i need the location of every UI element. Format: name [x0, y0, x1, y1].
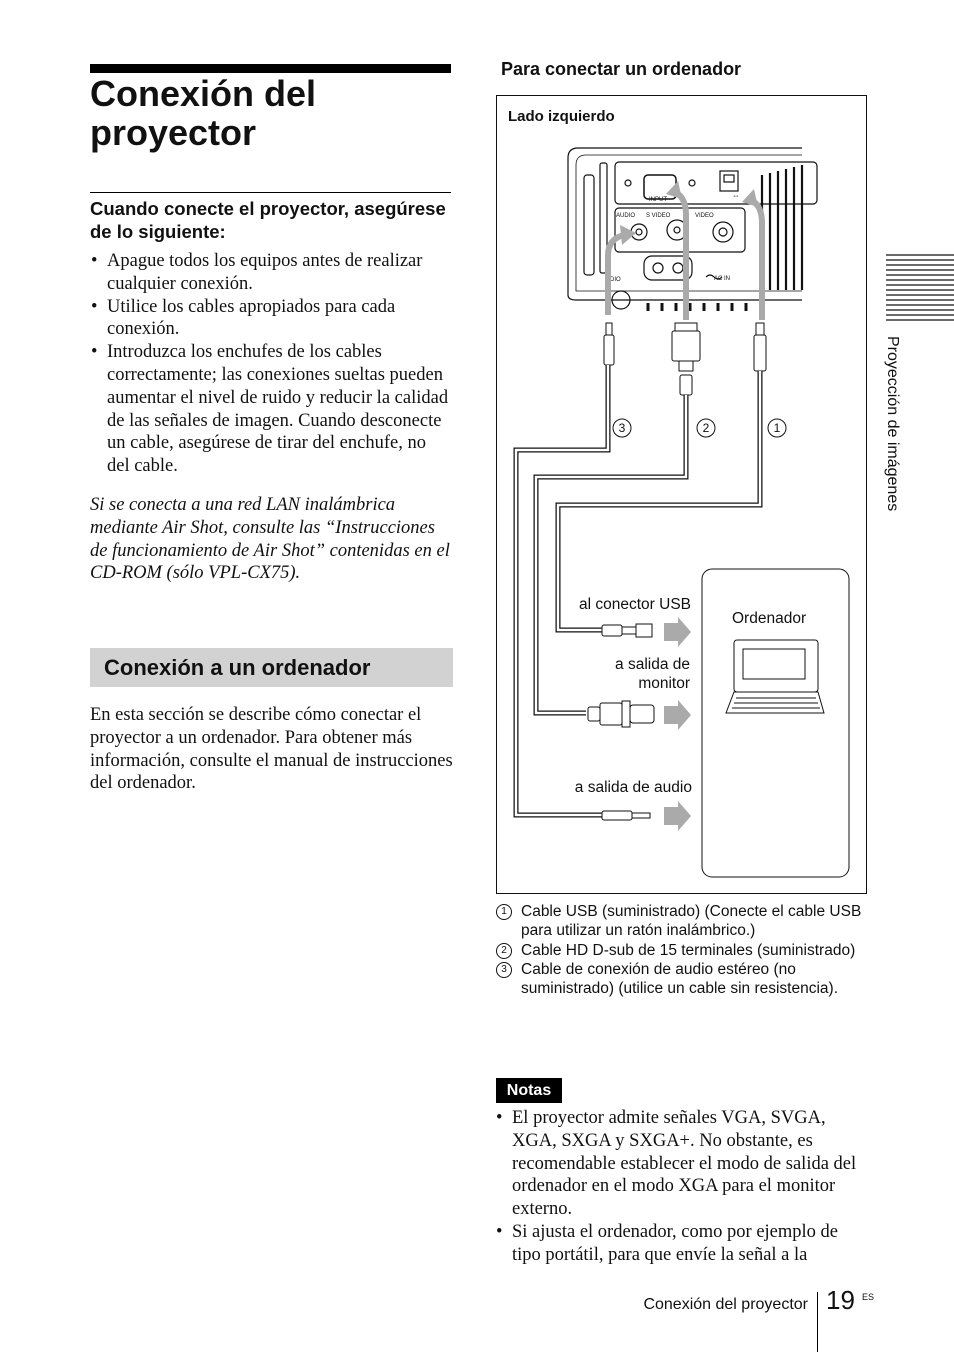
diagram-title: Para conectar un ordenador [501, 59, 742, 79]
usb-connector-body [602, 625, 622, 636]
input-port-label: INPUT [649, 197, 667, 203]
legend-text: Cable HD D-sub de 15 terminales (suministrado) [521, 941, 856, 959]
connector-arrows [664, 617, 691, 831]
subheading-rule [90, 192, 451, 193]
vga-connector-body [600, 703, 622, 725]
usb-port-label: ⇔ [732, 191, 740, 200]
usb-plug-tip [756, 323, 764, 335]
list-item: • Utilice los cables apropiados para cada conexión. [90, 296, 452, 342]
precautions-list [90, 250, 452, 478]
laptop-icon [726, 640, 824, 713]
computer-label: Ordenador [732, 610, 807, 627]
audio-output-label: a salida de audio [574, 779, 692, 796]
connection-diagram [496, 95, 867, 894]
legend-number: 1 [496, 904, 512, 920]
list-item: • Introduzca los enchufes de los cables correctamente; las conexiones sueltas pueden aumentar el nivel de ruido y reducir la calidad de las señales de imagen. Cuando desconecte un cable, asegúrese de tirar del enchufe, no del cable. [90, 341, 452, 478]
side-tab-label: Proyección de imágenes [884, 336, 901, 512]
side-label: Lado izquierdo [508, 108, 615, 125]
usb-plug [754, 335, 766, 371]
audio-plug [604, 335, 614, 365]
ac-in-label: AC IN [714, 276, 731, 282]
insertion-arrows [608, 191, 762, 320]
monitor-output-label: a salida de monitor [615, 656, 690, 692]
legend-number: 2 [496, 943, 512, 959]
subheading: Cuando conecte el proyector, asegúrese de lo siguiente: [90, 198, 446, 242]
section-body: En esta sección se describe cómo conectar el proyector a un ordenador. Para obtener más información, consulte el manual de instrucciones del ordenador. [90, 705, 453, 794]
title-rule [90, 64, 451, 73]
side-tab-lines [886, 253, 954, 321]
page-title: Conexión del proyector [90, 73, 317, 153]
callout-2-num: 2 [702, 421, 710, 435]
legend-text: Cable de conexión de audio estéreo (no suministrado) (utilice un cable sin resistencia). [521, 960, 839, 998]
video-port-label: VIDEO [695, 213, 714, 219]
vga-plug [672, 331, 700, 361]
usb-connector-label: al conector USB [579, 596, 691, 613]
callout-3-num: 3 [618, 421, 626, 435]
notes-tag: Notas [496, 1078, 562, 1103]
legend-number: 3 [496, 962, 512, 978]
vga-plug-head [675, 323, 697, 331]
footer-section-label: Conexión del proyector [643, 1296, 808, 1313]
language-code: ES [862, 1292, 875, 1302]
footer-divider [817, 1292, 818, 1352]
audio-port-label: AUDIO [616, 213, 636, 219]
page-number: 19 [826, 1285, 855, 1315]
list-item: • Apague todos los equipos antes de realizar cualquier conexión. [90, 250, 452, 296]
callout-1-num: 1 [773, 421, 781, 435]
list-item [496, 902, 866, 941]
ferrite-core [680, 375, 692, 395]
list-item [496, 960, 866, 999]
list-item [496, 941, 866, 960]
list-item: • Si ajusta el ordenador, como por ejemplo de tipo portátil, para que envíe la señal a la [496, 1221, 868, 1267]
air-shot-note: Si se conecta a una red LAN inalámbrica mediante Air Shot, consulte las “Instrucciones de funcionamiento de Air Shot” contenidas en el CD-ROM (sólo VPL-CX75). [90, 495, 450, 584]
list-item: • El proyector admite señales VGA, SVGA, XGA, SXGA y SXGA+. No obstante, es recomendable establecer el modo de salida del ordenador en el modo XGA para el monitor externo. [496, 1107, 868, 1221]
cable-plugs [604, 323, 766, 395]
audio2-port-label: DIO [610, 277, 621, 283]
svideo-port-label: S VIDEO [646, 213, 671, 219]
cable-legend [496, 902, 866, 998]
legend-text: Cable USB (suministrado) (Conecte el cable USB para utilizar un ratón inalámbrico.) [521, 903, 862, 940]
audio-connector-body [602, 811, 632, 820]
cables [516, 365, 760, 815]
section-title: Conexión a un ordenador [104, 655, 371, 680]
audio-plug-tip [606, 323, 612, 335]
notes-list [496, 1107, 868, 1267]
